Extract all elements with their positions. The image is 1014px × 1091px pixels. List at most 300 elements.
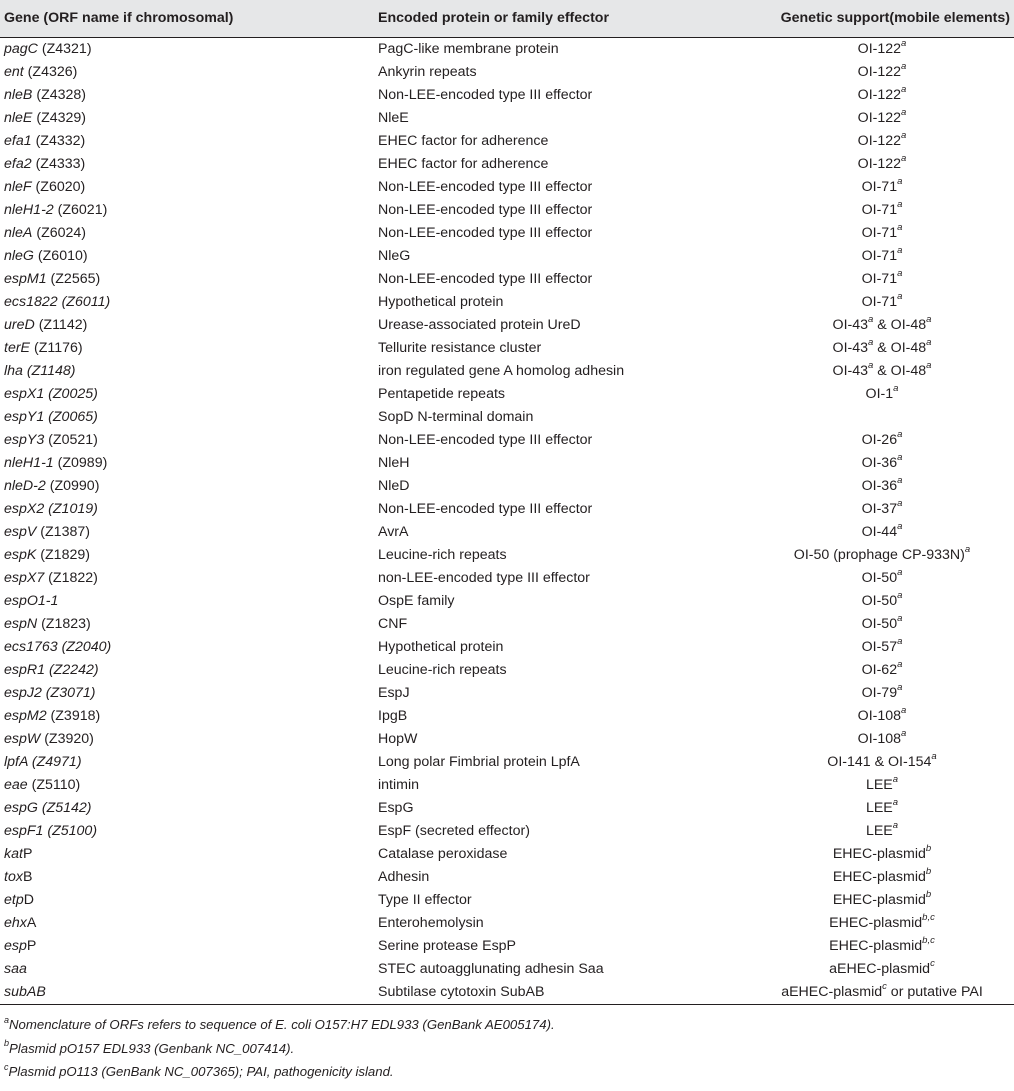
gene-orf: (Z3920) bbox=[40, 730, 94, 747]
gene-cell bbox=[0, 475, 374, 498]
table-row bbox=[0, 130, 1014, 153]
gene-cell bbox=[0, 314, 374, 337]
support-text: OI-71 bbox=[861, 247, 898, 264]
protein-cell: Long polar Fimbrial protein LpfA bbox=[378, 753, 580, 770]
footnote-mark: a bbox=[901, 704, 907, 716]
table-row bbox=[0, 567, 1014, 590]
protein-cell: NleD bbox=[378, 477, 410, 494]
support-cell bbox=[750, 774, 1014, 797]
support-text: EHEC-plasmid bbox=[832, 845, 926, 862]
support-text: OI-50 (prophage CP-933N) bbox=[793, 546, 965, 563]
footnote-mark: a bbox=[897, 520, 903, 532]
protein-cell: EspG bbox=[378, 799, 414, 816]
table-row bbox=[0, 475, 1014, 498]
gene-name: nleF bbox=[4, 178, 32, 195]
table-row bbox=[0, 337, 1014, 360]
table-row bbox=[0, 498, 1014, 521]
footnote-mark: a bbox=[897, 198, 903, 210]
protein-cell: Ankyrin repeats bbox=[378, 63, 477, 80]
gene-orf: (Z6010) bbox=[33, 247, 88, 264]
gene-cell bbox=[0, 107, 374, 130]
support-cell bbox=[750, 61, 1014, 84]
table-row bbox=[0, 590, 1014, 613]
support-text: OI-122 bbox=[857, 63, 902, 80]
protein-cell: EHEC factor for adherence bbox=[378, 155, 549, 172]
protein-cell: Non-LEE-encoded type III effector bbox=[378, 500, 593, 517]
gene-cell bbox=[0, 912, 374, 935]
gene-orf: P bbox=[22, 845, 33, 862]
gene-cell bbox=[0, 291, 374, 314]
gene-name: ecs1822 (Z6011) bbox=[4, 293, 111, 310]
protein-cell: Leucine-rich repeats bbox=[378, 546, 507, 563]
gene-cell bbox=[0, 889, 374, 912]
gene-cell bbox=[0, 774, 374, 797]
protein-cell: Hypothetical protein bbox=[378, 638, 504, 655]
support-text: OI-1 bbox=[865, 385, 894, 402]
support-text: OI-43 bbox=[832, 339, 869, 356]
gene-orf: (Z2565) bbox=[46, 270, 101, 287]
gene-cell bbox=[0, 406, 374, 429]
gene-cell bbox=[0, 176, 374, 199]
footnote-mark: a bbox=[868, 313, 874, 325]
footnote bbox=[4, 1013, 1004, 1037]
gene-name: espK bbox=[4, 546, 37, 563]
table-row bbox=[0, 291, 1014, 314]
footnote-mark: b bbox=[925, 865, 932, 877]
footnote-mark: c bbox=[930, 957, 935, 969]
table-row bbox=[0, 705, 1014, 728]
footnote-mark: b,c bbox=[922, 934, 935, 946]
footnote-mark: a bbox=[897, 635, 903, 647]
table-row bbox=[0, 176, 1014, 199]
footnote-text: Plasmid pO157 EDL933 (Genbank NC_007414). bbox=[9, 1040, 295, 1056]
gene-orf: (Z1142) bbox=[34, 316, 88, 333]
protein-cell: non-LEE-encoded type III effector bbox=[378, 569, 590, 586]
table-row bbox=[0, 199, 1014, 222]
support-text: OI-50 bbox=[861, 615, 898, 632]
gene-name: ehx bbox=[4, 914, 27, 931]
support-text: OI-71 bbox=[861, 178, 898, 195]
support-cell bbox=[750, 981, 1014, 1005]
gene-orf: (Z1829) bbox=[36, 546, 90, 563]
gene-name: subAB bbox=[4, 983, 46, 1000]
footnote-text: Plasmid pO113 (GenBank NC_007365); PAI, pathogenicity island. bbox=[8, 1064, 394, 1079]
footnote-mark: a bbox=[897, 221, 903, 233]
gene-cell bbox=[0, 981, 374, 1005]
gene-cell bbox=[0, 613, 374, 636]
gene-name: espF1 (Z5100) bbox=[4, 822, 98, 839]
table-row bbox=[0, 912, 1014, 935]
table-row bbox=[0, 820, 1014, 843]
table-row bbox=[0, 659, 1014, 682]
support-text: OI-108 bbox=[857, 730, 902, 747]
gene-name: kat bbox=[4, 845, 23, 862]
support-text: aEHEC-plasmid bbox=[781, 983, 883, 1000]
table-row bbox=[0, 613, 1014, 636]
footnote-mark: b bbox=[4, 1038, 10, 1049]
footnote-mark: a bbox=[868, 359, 874, 371]
protein-cell: SopD N-terminal domain bbox=[378, 408, 534, 425]
support-text: OI-50 bbox=[861, 569, 898, 586]
gene-name: espY1 (Z0065) bbox=[4, 408, 98, 425]
table-row bbox=[0, 636, 1014, 659]
gene-name: esp bbox=[4, 937, 27, 954]
support-cell bbox=[750, 866, 1014, 889]
support-cell bbox=[750, 889, 1014, 912]
footnote-mark: a bbox=[897, 244, 903, 256]
protein-cell: Non-LEE-encoded type III effector bbox=[378, 178, 593, 195]
support-text: OI-57 bbox=[861, 638, 898, 655]
gene-cell bbox=[0, 728, 374, 751]
gene-cell bbox=[0, 659, 374, 682]
support-cell bbox=[750, 107, 1014, 130]
protein-cell: Leucine-rich repeats bbox=[378, 661, 507, 678]
support-cell bbox=[750, 84, 1014, 107]
table-row bbox=[0, 935, 1014, 958]
support-text: & OI-48 bbox=[873, 362, 927, 379]
gene-name: espV bbox=[4, 523, 37, 540]
footnotes bbox=[4, 1013, 1004, 1084]
gene-cell bbox=[0, 866, 374, 889]
support-cell bbox=[750, 521, 1014, 544]
gene-cell bbox=[0, 199, 374, 222]
gene-name: espO1-1 bbox=[4, 592, 59, 609]
gene-orf: (Z4326) bbox=[23, 63, 78, 80]
support-text: OI-44 bbox=[861, 523, 898, 540]
gene-name: espY3 bbox=[4, 431, 45, 448]
support-cell bbox=[750, 176, 1014, 199]
support-cell bbox=[750, 383, 1014, 406]
footnote-mark: a bbox=[892, 773, 899, 785]
support-text: OI-122 bbox=[857, 109, 902, 126]
gene-name: nleA bbox=[4, 224, 33, 241]
support-text: & OI-48 bbox=[873, 339, 927, 356]
gene-cell bbox=[0, 567, 374, 590]
table-row bbox=[0, 751, 1014, 774]
support-cell bbox=[750, 222, 1014, 245]
support-text: OI-122 bbox=[857, 40, 902, 57]
gene-orf: (Z4328) bbox=[32, 86, 87, 103]
support-cell bbox=[750, 153, 1014, 176]
gene-cell bbox=[0, 383, 374, 406]
header-gene: Gene (ORF name if chromosomal) bbox=[0, 0, 374, 37]
table-row bbox=[0, 981, 1014, 1005]
support-text: OI-43 bbox=[832, 362, 869, 379]
footnote-mark: a bbox=[897, 681, 903, 693]
gene-name: ureD bbox=[4, 316, 35, 333]
table-row bbox=[0, 268, 1014, 291]
table-row bbox=[0, 222, 1014, 245]
table-row bbox=[0, 797, 1014, 820]
gene-orf: (Z6024) bbox=[32, 224, 87, 241]
gene-name: lpfA (Z4971) bbox=[4, 753, 82, 770]
footnote-mark: a bbox=[897, 658, 903, 670]
gene-name: efa1 bbox=[4, 132, 32, 149]
gene-cell bbox=[0, 590, 374, 613]
footnote-mark: a bbox=[897, 267, 903, 279]
table-row bbox=[0, 153, 1014, 176]
support-text: OI-71 bbox=[861, 201, 898, 218]
protein-cell: Pentapetide repeats bbox=[378, 385, 505, 402]
header-protein: Encoded protein or family effector bbox=[374, 0, 750, 37]
protein-cell: Non-LEE-encoded type III effector bbox=[378, 431, 593, 448]
protein-cell: NleE bbox=[378, 109, 409, 126]
footnote-mark: a bbox=[901, 152, 907, 164]
footnote-mark: a bbox=[901, 129, 907, 141]
support-text: OI-43 bbox=[832, 316, 869, 333]
support-cell bbox=[750, 751, 1014, 774]
table-row bbox=[0, 544, 1014, 567]
support-cell bbox=[750, 199, 1014, 222]
gene-name: espX1 (Z0025) bbox=[4, 385, 98, 402]
table-row bbox=[0, 958, 1014, 981]
table-header bbox=[0, 0, 1014, 37]
support-cell bbox=[750, 590, 1014, 613]
support-text: OI-71 bbox=[861, 293, 898, 310]
protein-cell: Non-LEE-encoded type III effector bbox=[378, 201, 593, 218]
support-cell bbox=[750, 958, 1014, 981]
gene-cell bbox=[0, 751, 374, 774]
table-row bbox=[0, 245, 1014, 268]
table-row bbox=[0, 314, 1014, 337]
table-row bbox=[0, 107, 1014, 130]
support-text: OI-50 bbox=[861, 592, 898, 609]
gene-cell bbox=[0, 84, 374, 107]
protein-cell: NleG bbox=[378, 247, 411, 264]
support-cell bbox=[750, 475, 1014, 498]
support-cell bbox=[750, 912, 1014, 935]
gene-orf: (Z1176) bbox=[30, 339, 83, 356]
gene-orf: (Z6021) bbox=[53, 201, 108, 218]
header-row bbox=[0, 0, 1014, 37]
gene-name: efa2 bbox=[4, 155, 32, 172]
support-cell bbox=[750, 797, 1014, 820]
gene-cell bbox=[0, 429, 374, 452]
footnote-mark: a bbox=[4, 1014, 10, 1025]
gene-orf: (Z6020) bbox=[31, 178, 86, 195]
gene-name: nleH1-2 bbox=[4, 201, 54, 218]
support-text: OI-26 bbox=[861, 431, 898, 448]
gene-orf: (Z1823) bbox=[37, 615, 91, 632]
gene-cell bbox=[0, 521, 374, 544]
support-cell bbox=[750, 820, 1014, 843]
table-row bbox=[0, 37, 1014, 61]
support-text: EHEC-plasmid bbox=[832, 868, 926, 885]
support-cell bbox=[750, 37, 1014, 61]
protein-cell: OspE family bbox=[378, 592, 455, 609]
protein-cell: Serine protease EspP bbox=[378, 937, 517, 954]
gene-cell bbox=[0, 153, 374, 176]
footnote-mark: a bbox=[901, 727, 907, 739]
table-row bbox=[0, 360, 1014, 383]
protein-cell: Urease-associated protein UreD bbox=[378, 316, 581, 333]
gene-name: nleG bbox=[4, 247, 34, 264]
support-text: LEE bbox=[865, 822, 893, 839]
gene-cell bbox=[0, 636, 374, 659]
support-cell bbox=[750, 337, 1014, 360]
gene-orf: (Z1822) bbox=[44, 569, 98, 586]
footnote-mark: a bbox=[897, 474, 903, 486]
table-row bbox=[0, 406, 1014, 429]
protein-cell: iron regulated gene A homolog adhesin bbox=[378, 362, 625, 379]
footnote-mark: a bbox=[897, 290, 903, 302]
gene-name: tox bbox=[4, 868, 23, 885]
footnote-mark: a bbox=[931, 750, 937, 762]
gene-cell bbox=[0, 268, 374, 291]
footnote bbox=[4, 1037, 1004, 1061]
table-row bbox=[0, 61, 1014, 84]
table-row bbox=[0, 843, 1014, 866]
support-cell bbox=[750, 130, 1014, 153]
table-row bbox=[0, 84, 1014, 107]
gene-name: espN bbox=[4, 615, 38, 632]
support-cell bbox=[750, 682, 1014, 705]
gene-name: saa bbox=[4, 960, 27, 977]
footnote-mark: b,c bbox=[922, 911, 935, 923]
footnote-mark: a bbox=[901, 37, 907, 49]
gene-cell bbox=[0, 958, 374, 981]
protein-cell: HopW bbox=[378, 730, 418, 747]
table-row bbox=[0, 728, 1014, 751]
protein-cell: IpgB bbox=[378, 707, 408, 724]
protein-cell: Tellurite resistance cluster bbox=[378, 339, 542, 356]
gene-orf: (Z4329) bbox=[32, 109, 87, 126]
gene-cell bbox=[0, 61, 374, 84]
gene-orf: (Z0989) bbox=[53, 454, 108, 471]
support-cell bbox=[750, 291, 1014, 314]
protein-cell: CNF bbox=[378, 615, 408, 632]
support-cell bbox=[750, 843, 1014, 866]
footnote-mark: a bbox=[926, 359, 932, 371]
gene-cell bbox=[0, 452, 374, 475]
protein-cell: Type II effector bbox=[378, 891, 472, 908]
support-cell bbox=[750, 245, 1014, 268]
footnote-mark: a bbox=[926, 336, 932, 348]
gene-name: espX7 bbox=[4, 569, 45, 586]
footnote-mark: a bbox=[901, 60, 907, 72]
footnote-mark: c bbox=[882, 980, 887, 992]
support-text: OI-36 bbox=[861, 477, 898, 494]
support-cell bbox=[750, 314, 1014, 337]
gene-cell bbox=[0, 935, 374, 958]
gene-name: espR1 (Z2242) bbox=[4, 661, 99, 678]
gene-orf: (Z4333) bbox=[31, 155, 86, 172]
gene-name: nleD-2 bbox=[4, 477, 46, 494]
footnote-mark: a bbox=[897, 428, 903, 440]
footnote-mark: a bbox=[964, 543, 971, 555]
support-text: LEE bbox=[865, 799, 893, 816]
gene-orf: B bbox=[22, 868, 33, 885]
gene-name: espX2 (Z1019) bbox=[4, 500, 98, 517]
support-text: OI-108 bbox=[857, 707, 902, 724]
support-text: OI-62 bbox=[861, 661, 898, 678]
header-support: Genetic support(mobile elements) bbox=[750, 0, 1014, 37]
support-cell bbox=[750, 498, 1014, 521]
gene-orf: (Z3918) bbox=[46, 707, 101, 724]
gene-cell bbox=[0, 337, 374, 360]
support-text: OI-71 bbox=[861, 224, 898, 241]
gene-orf: D bbox=[23, 891, 34, 908]
gene-cell bbox=[0, 843, 374, 866]
table-row bbox=[0, 774, 1014, 797]
gene-name: espM2 bbox=[4, 707, 47, 724]
gene-name: nleB bbox=[4, 86, 33, 103]
protein-cell: Catalase peroxidase bbox=[378, 845, 508, 862]
protein-cell: Non-LEE-encoded type III effector bbox=[378, 270, 593, 287]
footnote-mark: b bbox=[925, 842, 932, 854]
footnote-mark: a bbox=[897, 566, 903, 578]
table-row bbox=[0, 429, 1014, 452]
footnote-mark: a bbox=[893, 382, 899, 394]
gene-orf: (Z0990) bbox=[45, 477, 100, 494]
support-text: OI-122 bbox=[857, 132, 902, 149]
protein-cell: Subtilase cytotoxin SubAB bbox=[374, 981, 750, 1005]
footnote-mark: a bbox=[897, 175, 903, 187]
support-text: EHEC-plasmid bbox=[829, 937, 923, 954]
gene-orf: A bbox=[26, 914, 37, 931]
footnote-text: Nomenclature of ORFs refers to sequence of E. coli O157:H7 EDL933 (GenBank AE005174). bbox=[9, 1017, 555, 1032]
gene-name: nleH1-1 bbox=[4, 454, 54, 471]
gene-name: espG (Z5142) bbox=[4, 799, 92, 816]
protein-cell: AvrA bbox=[378, 523, 409, 540]
support-text: EHEC-plasmid bbox=[829, 914, 923, 931]
footnote-mark: a bbox=[897, 589, 903, 601]
gene-name: espJ2 (Z3071) bbox=[4, 684, 96, 701]
footnote-mark: a bbox=[897, 612, 903, 624]
footnote-mark: b bbox=[925, 888, 932, 900]
protein-cell: intimin bbox=[378, 776, 419, 793]
protein-cell: EspJ bbox=[378, 684, 410, 701]
gene-cell bbox=[0, 544, 374, 567]
gene-name: etp bbox=[4, 891, 24, 908]
footnote-mark: a bbox=[892, 819, 899, 831]
protein-cell: PagC-like membrane protein bbox=[378, 40, 559, 57]
gene-cell bbox=[0, 37, 374, 61]
gene-cell bbox=[0, 705, 374, 728]
table-row bbox=[0, 682, 1014, 705]
gene-cell bbox=[0, 682, 374, 705]
gene-cell bbox=[0, 222, 374, 245]
gene-name: lha (Z1148) bbox=[4, 362, 76, 379]
gene-name: espW bbox=[4, 730, 41, 747]
table-row bbox=[0, 452, 1014, 475]
support-text: OI-36 bbox=[861, 454, 898, 471]
support-text: OI-122 bbox=[857, 155, 902, 172]
support-cell bbox=[750, 452, 1014, 475]
footnote-mark: a bbox=[892, 796, 899, 808]
gene-orf: (Z1387) bbox=[36, 523, 90, 540]
table-row bbox=[0, 521, 1014, 544]
gene-cell bbox=[0, 797, 374, 820]
protein-cell: EspF (secreted effector) bbox=[378, 822, 530, 839]
gene-cell bbox=[0, 130, 374, 153]
footnote-mark: a bbox=[897, 451, 903, 463]
support-text: OI-122 bbox=[857, 86, 902, 103]
protein-cell: NleH bbox=[378, 454, 410, 471]
protein-cell: Non-LEE-encoded type III effector bbox=[378, 86, 593, 103]
support-cell bbox=[750, 728, 1014, 751]
support-text: OI-71 bbox=[861, 270, 898, 287]
support-text: OI-37 bbox=[861, 500, 898, 517]
support-cell bbox=[750, 360, 1014, 383]
protein-cell: STEC autoagglunating adhesin Saa bbox=[378, 960, 604, 977]
support-text: or putative PAI bbox=[886, 983, 983, 1000]
table-row bbox=[0, 866, 1014, 889]
support-cell bbox=[750, 935, 1014, 958]
gene-orf: (Z5110) bbox=[27, 776, 81, 793]
footnote-mark: a bbox=[901, 106, 907, 118]
support-cell bbox=[750, 429, 1014, 452]
